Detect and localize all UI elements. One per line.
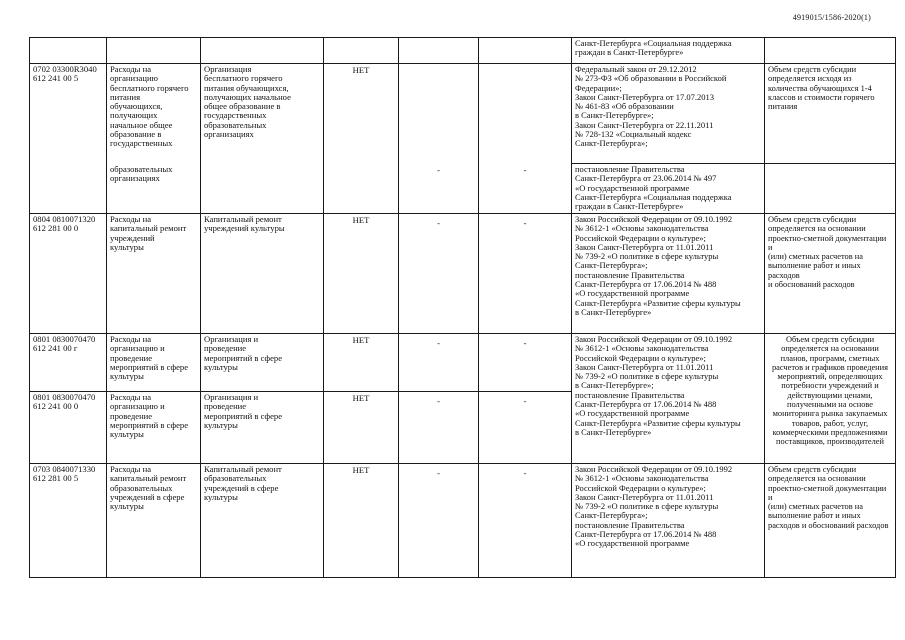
dash-cell: - — [479, 392, 572, 464]
condition-cell: Объем средств субсидии определяется на основании проектно-сметной документации и (или) сметных расчетов на выполнение работ и иных расходов и обоснований расходов — [765, 214, 896, 334]
code-cell: 0801 0830070470 612 241 00 0 — [30, 392, 107, 464]
dash-cell: - — [479, 164, 572, 214]
table-row — [30, 214, 896, 334]
purpose-cell: Организация и проведение мероприятий в сфере культуры — [201, 392, 324, 464]
subsidy-table — [29, 37, 896, 578]
code-cell: 0703 0840071330 612 281 00 5 — [30, 464, 107, 578]
law-cell: Санкт-Петербурга «Социальная поддержка граждан в Санкт-Петербурге» — [572, 38, 765, 64]
name-cell: образовательных организациях — [107, 164, 201, 214]
dash-cell — [479, 64, 572, 164]
table-row — [30, 38, 896, 64]
name-cell: Расходы на организацию и проведение мероприятий в сфере культуры — [107, 392, 201, 464]
flag-cell — [324, 38, 399, 64]
law-cell: Закон Российской Федерации от 09.10.1992 № 3612-1 «Основы законодательства Российской Федерации о культуре»; Закон Санкт-Петербурга от 11.01.2011 № 739-2 «О политике в сфере культуры в Санкт-Петербурге»; постановление Правительства Санкт-Петербурга от 17.06.2014 № 488 «О государственной программе Санкт-Петербурга «Развитие сферы культуры в Санкт-Петербурге» — [572, 334, 765, 464]
name-cell: Расходы на капитальный ремонт учреждений культуры — [107, 214, 201, 334]
law-cell: Закон Российской Федерации от 09.10.1992 № 3612-1 «Основы законодательства Российской Федерации о культуре»; Закон Санкт-Петербурга от 11.01.2011 № 739-2 «О политике в сфере культуры Санкт-Петербурга»; постановление Правительства Санкт-Петербурга от 17.06.2014 № 488 «О государственной программе Санкт-Петербурга «Развитие сферы культуры в Санкт-Петербурге» — [572, 214, 765, 334]
purpose-cell — [201, 38, 324, 64]
dash-cell: - — [479, 464, 572, 578]
dash-cell — [399, 38, 479, 64]
flag-cell: НЕТ — [324, 464, 399, 578]
dash-cell — [399, 64, 479, 164]
code-cell: 0804 0810071320 612 281 00 0 — [30, 214, 107, 334]
condition-cell: Объем средств субсидии определяется исходя из количества обучающихся 1-4 классов и стоимости горячего питания — [765, 64, 896, 164]
purpose-cell: Капитальный ремонт образовательных учреждений в сфере культуры — [201, 464, 324, 578]
purpose-cell: Капитальный ремонт учреждений культуры — [201, 214, 324, 334]
table-row — [30, 464, 896, 578]
flag-cell: НЕТ — [324, 334, 399, 392]
name-cell: Расходы на капитальный ремонт образовательных учреждений в сфере культуры — [107, 464, 201, 578]
name-cell: Расходы на организацию и проведение мероприятий в сфере культуры — [107, 334, 201, 392]
table-row — [30, 64, 896, 164]
condition-cell: Объем средств субсидии определяется на основании планов, программ, сметных расчетов и графиков проведения мероприятий, определяющих потребности учреждений и действующими ценами, полученными на основе мониторинга рынка закупаемых товаров, работ, услуг, коммерческими предложениями поставщиков, производителей — [765, 334, 896, 464]
purpose-cell — [201, 164, 324, 214]
name-cell — [107, 38, 201, 64]
flag-cell: НЕТ — [324, 392, 399, 464]
code-cell: 0801 0830070470 612 241 00 г — [30, 334, 107, 392]
law-cell: постановление Правительства Санкт-Петербурга от 23.06.2014 № 497 «О государственной программе Санкт-Петербурга «Социальная поддержка граждан в Санкт-Петербурге» — [572, 164, 765, 214]
flag-cell: НЕТ — [324, 64, 399, 164]
purpose-cell: Организация бесплатного горячего питания обучающихся, получающих начальное общее образование в государственных образовательных организациях — [201, 64, 324, 164]
dash-cell — [479, 38, 572, 64]
dash-cell: - — [479, 214, 572, 334]
dash-cell: - — [479, 334, 572, 392]
dash-cell: - — [399, 334, 479, 392]
code-cell — [30, 164, 107, 214]
law-cell: Закон Российской Федерации от 09.10.1992 № 3612-1 «Основы законодательства Российской Федерации о культуре»; Закон Санкт-Петербурга от 11.01.2011 № 739-2 «О политике в сфере культуры Санкт-Петербурга»; постановление Правительства Санкт-Петербурга от 17.06.2014 № 488 «О государственной программе — [572, 464, 765, 578]
table-row — [30, 334, 896, 392]
table-row — [30, 164, 896, 214]
dash-cell: - — [399, 214, 479, 334]
code-cell: 0702 03300R3040 612 241 00 5 — [30, 64, 107, 164]
dash-cell: - — [399, 164, 479, 214]
condition-cell: Объем средств субсидии определяется на основании проектно-сметной документации и (или) сметных расчетов на выполнение работ и иных расходов и обоснований расходов — [765, 464, 896, 578]
condition-cell — [765, 38, 896, 64]
dash-cell: - — [399, 464, 479, 578]
law-cell: Федеральный закон от 29.12.2012 № 273-ФЗ «Об образовании в Российской Федерации»; Закон Санкт-Петербурга от 17.07.2013 № 461-83 «Об образовании в Санкт-Петербурге»; Закон Санкт-Петербурга от 22.11.2011 № 728-132 «Социальный кодекс Санкт-Петербурга»; — [572, 64, 765, 164]
document-code: 4919015/1586-2020(1) — [792, 13, 871, 22]
name-cell: Расходы на организацию бесплатного горячего питания обучающихся, получающих начальное общее образование в государственных — [107, 64, 201, 164]
purpose-cell: Организация и проведение мероприятий в сфере культуры — [201, 334, 324, 392]
flag-cell: НЕТ — [324, 214, 399, 334]
code-cell — [30, 38, 107, 64]
dash-cell: - — [399, 392, 479, 464]
flag-cell — [324, 164, 399, 214]
condition-cell — [765, 164, 896, 214]
